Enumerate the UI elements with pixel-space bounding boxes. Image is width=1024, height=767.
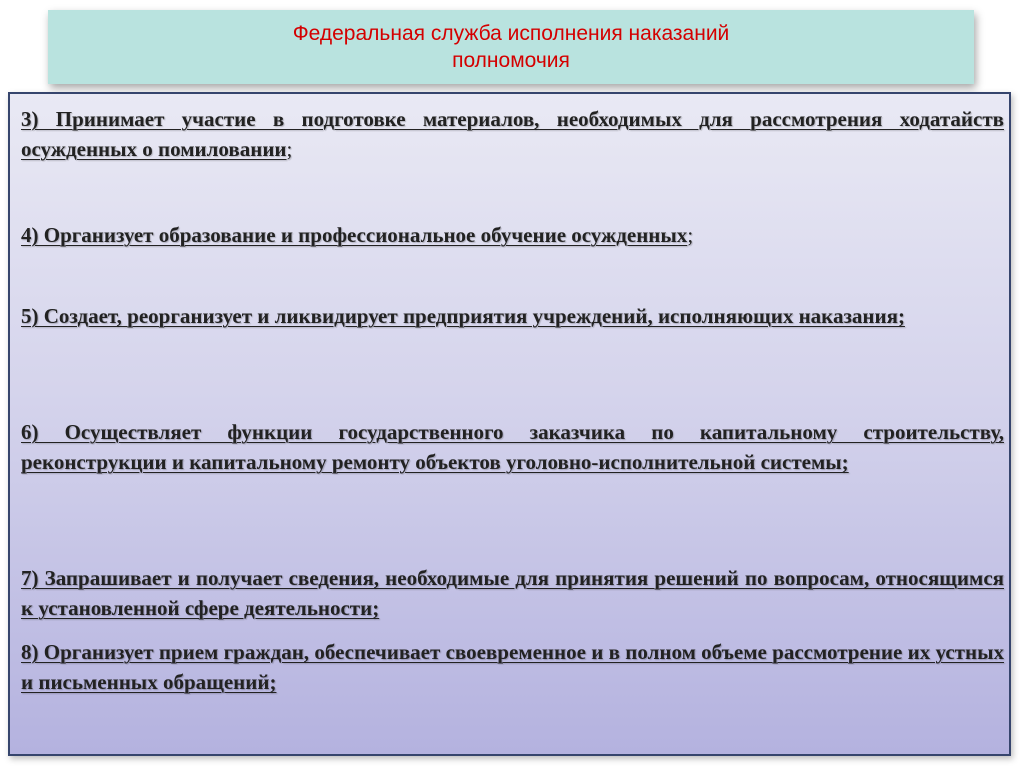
list-item [21,104,1004,164]
list-item-text: 7) Запрашивает и получает сведения, необходимые для принятия решений по вопросам, относящимся к установленной сфере деятельности; [21,566,1004,620]
list-item-text: 8) Организует прием граждан, обеспечивает своевременное и в полном объеме рассмотрение их устных и письменных обращений; [21,640,1004,694]
slide-header [48,10,974,84]
list-item-text: 3) Принимает участие в подготовке материалов, необходимых для рассмотрения ходатайств осужденных о помиловании [21,107,1004,161]
content-box [8,92,1011,756]
slide-title: Федеральная служба исполнения наказаний [292,22,730,45]
slide-subtitle: полномочия [452,49,570,72]
list-item-text: 6) Осуществляет функции государственного заказчика по капитальному строительству, реконструкции и капитальному ремонту объектов уголовно-исполнительной системы; [21,420,1004,474]
list-item-punct: ; [687,223,694,247]
list-item [21,220,1004,250]
list-item [21,301,1004,331]
list-item-punct: ; [286,137,293,161]
list-item [21,417,1004,477]
list-item-text: 5) Создает, реорганизует и ликвидирует предприятия учреждений, исполняющих наказания; [21,304,905,328]
list-item [21,637,1004,697]
list-item [21,563,1004,623]
list-item-text: 4) Организует образование и профессиональное обучение осужденных [21,223,688,247]
